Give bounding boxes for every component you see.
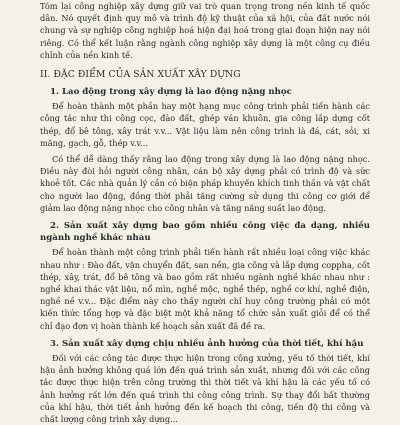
subsection-heading-3: 3. Sản xuất xây dựng chịu nhiều ảnh hưởng của thời tiết, khí hậu (50, 338, 364, 349)
paragraph: Đối với các công tác được thực hiện trong công xưởng, yếu tố thời tiết, khí hậu ảnh hưởng không quá lớn đến quá trình sản xuất, nhưng đối với các công tác được thực hiện trên công trường thì thời tiết và khí hậu là các yếu tố có ảnh hưởng rất lớn đến quá trình thi công công trình. Sự thay đổi bất thường của khí hậu, thời tiết ảnh hưởng đến kế hoạch thi công, tiến độ thi công và chất lượng công trình xây dựng... (40, 353, 370, 425)
subsection-heading-1: 1. Lao động trong xây dựng là lao động nặng nhọc (50, 87, 292, 98)
paragraph: Để hoàn thành một công trình phải tiến hành rất nhiều loại công việc khác nhau như : Đào đất, vận chuyển đất, san nền, gia công và lắp dựng coppha, cốt thép, xây, trát, đổ bê tông và bao gồm rất nhiều ngành nghề khác nhau như : nghề khai thác vật liệu, nổ mìn, nghề mộc, nghề thép, nghề cơ khí, nghề điện, nghề nề v.v... Đặc điểm này cho thấy người chỉ huy công trường phải có một kiến thức tổng hợp và đặc biệt một khả năng tổ chức sản xuất giỏi để có thể chỉ đạo đơn vị hoàn thành kế hoạch sản xuất đã đề ra. (40, 247, 370, 331)
paragraph: Để hoàn thành một phần hay một hạng mục công trình phải tiến hành các công tác như thi công cọc, đào đất, ghép ván khuôn, gia công lắp dựng cốt thép, đổ bê tông, xây trát v.v... Vật liệu làm nên công trình là đá, cát, sỏi, xi măng, gạch, gỗ, thép v.v... (40, 101, 370, 148)
paragraph: Có thể dễ dàng thấy rằng lao động trong xây dựng là lao động nặng nhọc. Điều này đòi hỏi người công nhân, cán bộ xây dựng phải có trình độ và sức khoẻ tốt. Các nhà quản lý cần có biện pháp khuyến khích tinh thần và vật chất cho người lao động, đồng thời phải tăng cường sử dụng thi công cơ giới để giảm lao động nặng nhọc cho công nhân và tăng năng suất lao động. (40, 154, 370, 213)
intro-paragraph: Tóm lại công nghiệp xây dựng giữ vai trò quan trọng trong nền kinh tế quốc dân. Nó quyết định quy mô và trình độ kỹ thuật của xã hội, của đất nước nói chung và sự nghiệp công nghiệp hoá hiện đại hoá trong giai đoạn hiện nay nói riêng. Có thể kết luận rằng ngành công nghiệp xây dựng là một công cụ điều chỉnh của nền kinh tế. (40, 1, 370, 60)
section-heading: II. ĐẶC ĐIỂM CỦA SẢN XUẤT XÂY DỰNG (40, 69, 241, 81)
subsection-heading-2: 2. Sản xuất xây dựng bao gồm nhiều công việc đa dạng, nhiều ngành nghề khác nhau (40, 221, 370, 244)
